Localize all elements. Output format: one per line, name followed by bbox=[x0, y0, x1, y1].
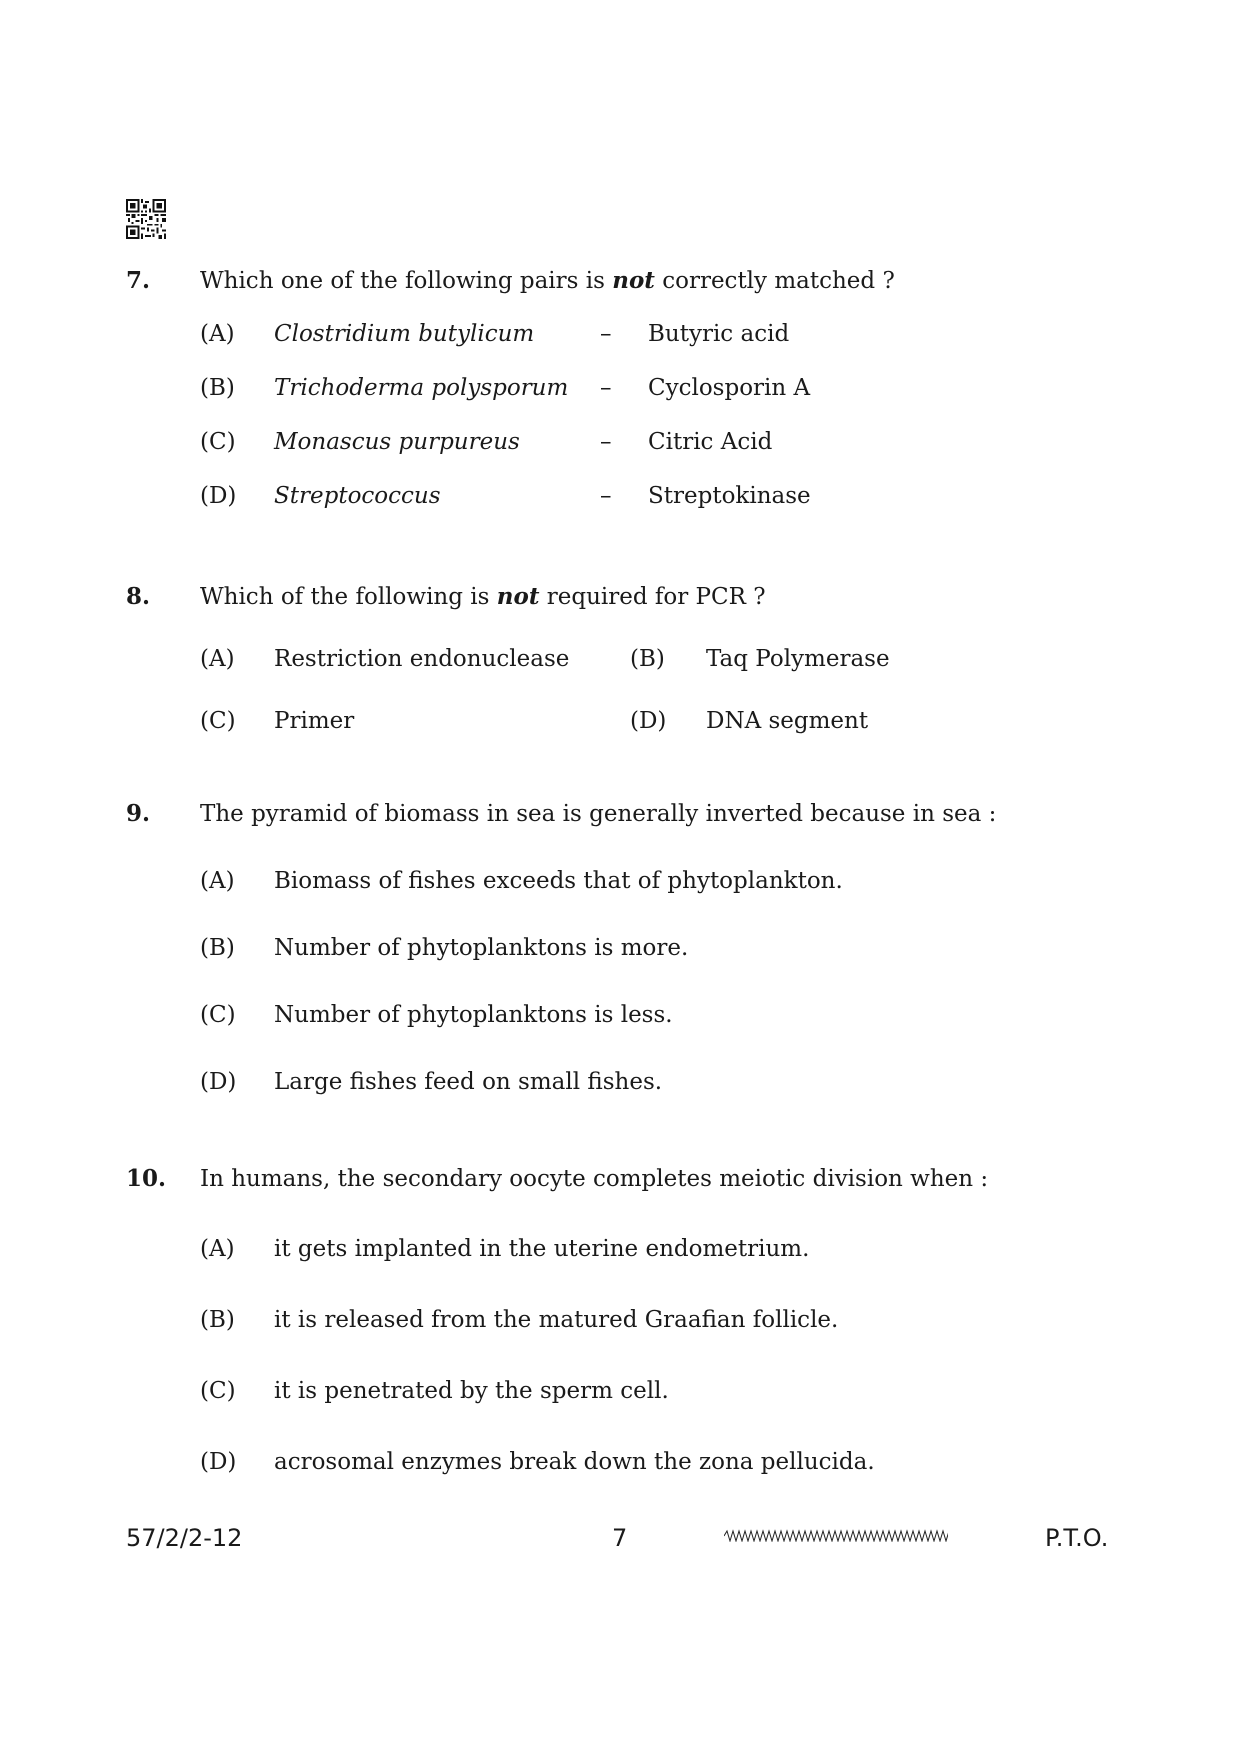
wavy-line-decoration bbox=[724, 1528, 948, 1542]
dash: – bbox=[600, 429, 612, 455]
please-turn-over: P.T.O. bbox=[1045, 1524, 1109, 1552]
question-number: 10. bbox=[126, 1165, 167, 1192]
option-label: (A) bbox=[200, 646, 235, 672]
organism-name: Monascus purpureus bbox=[274, 429, 520, 455]
option-text: Primer bbox=[274, 708, 355, 734]
option-text: DNA segment bbox=[706, 708, 869, 734]
question-number: 9. bbox=[126, 800, 151, 827]
dash: – bbox=[600, 483, 612, 509]
product-name: Cyclosporin A bbox=[648, 375, 811, 401]
question-text: Which of the following is not required for PCR ? bbox=[200, 583, 766, 610]
emphasis-word: not bbox=[496, 583, 540, 610]
option-label: (C) bbox=[200, 708, 236, 734]
organism-name: Streptococcus bbox=[274, 483, 441, 509]
option-label: (B) bbox=[200, 935, 235, 961]
option-label: (D) bbox=[630, 708, 667, 734]
question-text: The pyramid of biomass in sea is generally inverted because in sea : bbox=[200, 801, 997, 827]
question-number: 7. bbox=[126, 267, 151, 294]
qr-code bbox=[126, 199, 166, 239]
option-text: it is penetrated by the sperm cell. bbox=[274, 1378, 669, 1404]
option-label: (D) bbox=[200, 1449, 237, 1475]
option-text: Number of phytoplanktons is more. bbox=[274, 935, 689, 961]
product-name: Citric Acid bbox=[648, 429, 773, 455]
option-label: (D) bbox=[200, 1069, 237, 1095]
option-label: (C) bbox=[200, 1378, 236, 1404]
option-text: Number of phytoplanktons is less. bbox=[274, 1002, 673, 1028]
dash: – bbox=[600, 375, 612, 401]
option-text: Biomass of fishes exceeds that of phytoplankton. bbox=[274, 868, 843, 894]
page-number: 7 bbox=[612, 1524, 628, 1552]
option-label: (A) bbox=[200, 321, 235, 347]
option-text: it gets implanted in the uterine endometrium. bbox=[274, 1236, 810, 1262]
option-label: (C) bbox=[200, 1002, 236, 1028]
option-text: Large fishes feed on small fishes. bbox=[274, 1069, 663, 1095]
option-label: (B) bbox=[630, 646, 665, 672]
option-label: (C) bbox=[200, 429, 236, 455]
option-label: (A) bbox=[200, 1236, 235, 1262]
option-text: Taq Polymerase bbox=[706, 646, 890, 672]
dash: – bbox=[600, 321, 612, 347]
option-text: it is released from the matured Graafian follicle. bbox=[274, 1307, 839, 1333]
organism-name: Trichoderma polysporum bbox=[274, 375, 569, 401]
option-label: (A) bbox=[200, 868, 235, 894]
paper-code: 57/2/2-12 bbox=[126, 1524, 243, 1552]
question-text: Which one of the following pairs is not correctly matched ? bbox=[200, 267, 895, 294]
option-text: acrosomal enzymes break down the zona pellucida. bbox=[274, 1449, 875, 1475]
organism-name: Clostridium butylicum bbox=[274, 321, 535, 347]
option-text: Restriction endonuclease bbox=[274, 646, 570, 672]
option-label: (D) bbox=[200, 483, 237, 509]
option-label: (B) bbox=[200, 1307, 235, 1333]
product-name: Butyric acid bbox=[648, 321, 790, 347]
option-label: (B) bbox=[200, 375, 235, 401]
emphasis-word: not bbox=[612, 267, 655, 294]
question-number: 8. bbox=[126, 583, 151, 610]
question-text: In humans, the secondary oocyte completes meiotic division when : bbox=[200, 1166, 989, 1192]
product-name: Streptokinase bbox=[648, 483, 811, 509]
